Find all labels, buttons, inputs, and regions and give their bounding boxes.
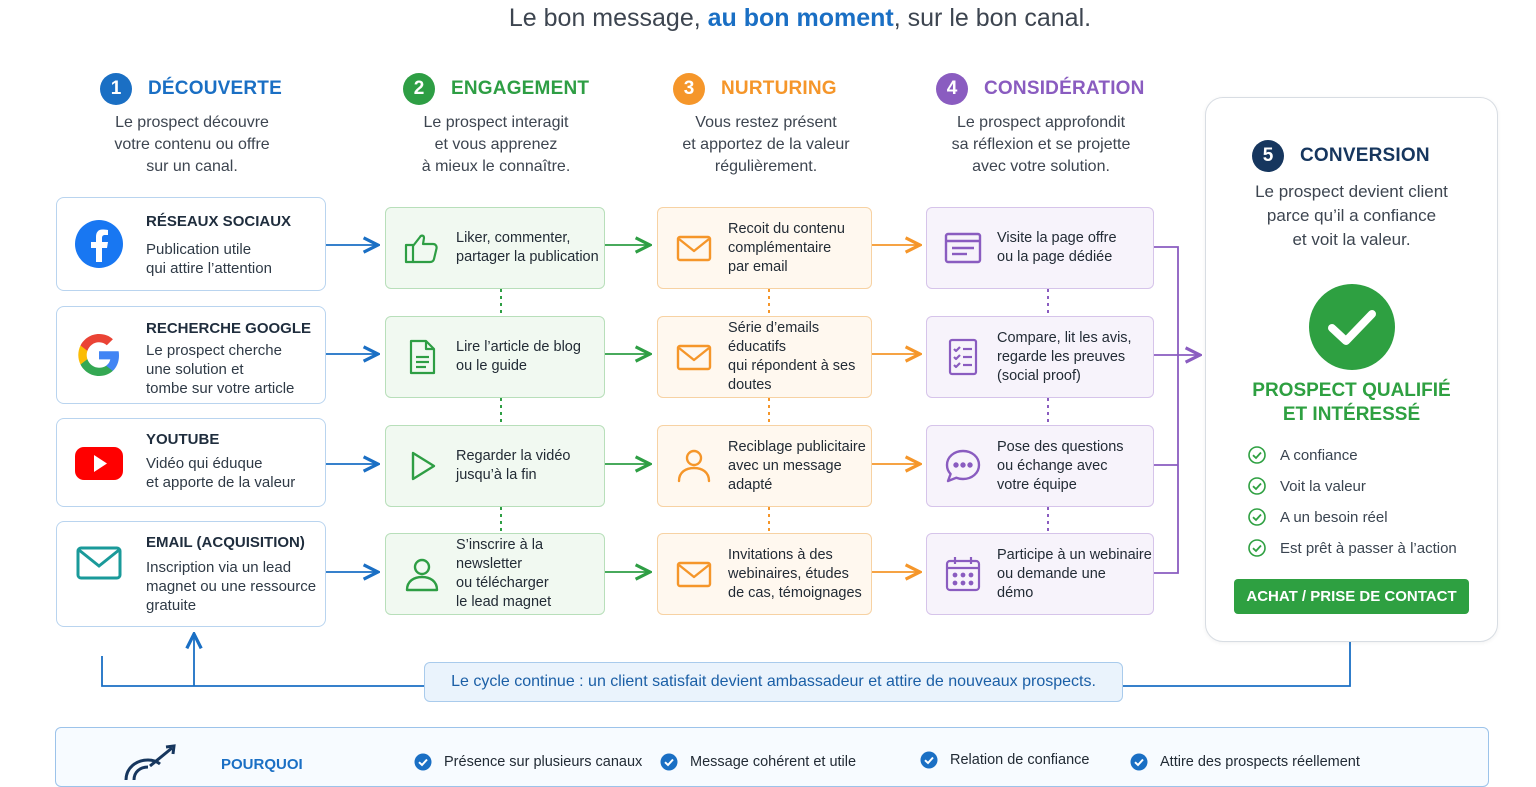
- document-icon: [402, 337, 442, 377]
- check-label: Voit la valeur: [1280, 477, 1366, 495]
- desc-line: Le prospect cherche: [146, 342, 282, 359]
- text-line: avec un message: [728, 457, 842, 474]
- stage-description-2: [379, 112, 613, 178]
- step-text: [728, 220, 845, 277]
- desc-line: tombe sur votre article: [146, 380, 295, 397]
- step-text: [997, 329, 1132, 386]
- step-text: [728, 546, 862, 603]
- why-item: [1130, 753, 1360, 771]
- engagement-step-3: [385, 425, 605, 507]
- desc-line: sa réflexion et se projette: [951, 136, 1131, 153]
- text-line: Participe à un webinaire: [997, 546, 1152, 563]
- source-title: RÉSEAUX SOCIAUX: [146, 213, 292, 230]
- why-heading: POURQUOI: [221, 756, 303, 773]
- step-text: [456, 536, 604, 612]
- nurturing-step-2: [657, 316, 872, 398]
- consideration-step-3: [926, 425, 1154, 507]
- text-line: qui répondent à ses: [728, 358, 856, 374]
- step-text: [456, 338, 581, 376]
- purchase-contact-button[interactable]: ACHAT / PRISE DE CONTACT: [1234, 579, 1469, 614]
- source-card-google: [56, 306, 326, 404]
- desc-line: et voit la valeur.: [1292, 230, 1411, 249]
- desc-line: parce qu’il a confiance: [1266, 206, 1437, 225]
- source-card-youtube: [56, 418, 326, 507]
- thumbs-up-icon: [402, 228, 442, 268]
- conversion-header: [1252, 140, 1430, 172]
- desc-line: régulièrement.: [714, 158, 818, 175]
- engagement-step-4: [385, 533, 605, 615]
- engagement-step-2: [385, 316, 605, 398]
- qualification-checklist: [1248, 445, 1457, 558]
- stage-title: ENGAGEMENT: [451, 78, 590, 99]
- chat-icon: [943, 446, 983, 486]
- step-text: [997, 229, 1117, 267]
- check-circle-icon: [1248, 539, 1266, 557]
- text-line: ou échange avec: [997, 457, 1108, 474]
- check-label: A un besoin réel: [1280, 508, 1388, 526]
- step-text: [456, 447, 570, 485]
- cycle-banner: Le cycle continue : un client satisfait devient ambassadeur et attire de nouveaux prospects.: [424, 662, 1123, 702]
- stage-header-2: [403, 72, 603, 106]
- desc-line: et apporte de la valeur: [146, 474, 296, 491]
- headline-part-2: , sur le bon canal.: [893, 4, 1092, 32]
- check-item: [1248, 507, 1457, 527]
- conversion-title: CONVERSION: [1300, 145, 1430, 166]
- facebook-icon: [73, 218, 125, 270]
- youtube-icon: [73, 437, 125, 489]
- desc-line: Inscription via un lead: [146, 559, 292, 576]
- step-text: [728, 319, 871, 395]
- text-line: Pose des questions: [997, 438, 1124, 455]
- stage-number-badge: 1: [100, 73, 132, 105]
- text-line: webinaires, études: [728, 565, 849, 582]
- nurturing-step-3: [657, 425, 872, 507]
- source-description: [146, 240, 272, 278]
- text-line: Reciblage publicitaire: [728, 438, 866, 455]
- text-line: votre équipe: [997, 476, 1077, 493]
- qualified-line: PROSPECT QUALIFIÉ: [1252, 380, 1451, 401]
- text-line: jusqu’à la fin: [456, 467, 537, 483]
- stage-title: DÉCOUVERTE: [148, 78, 282, 99]
- desc-line: Vidéo qui éduque: [146, 455, 263, 472]
- stage-description-1: [75, 112, 309, 178]
- web-page-icon: [943, 228, 983, 268]
- text-line: par email: [728, 258, 788, 275]
- stage-description-3: [649, 112, 883, 178]
- person-icon: [674, 446, 714, 486]
- text-line: complémentaire: [728, 239, 832, 256]
- envelope-icon: [674, 337, 714, 377]
- text-line: le lead magnet: [456, 594, 552, 610]
- source-description: [146, 454, 295, 492]
- check-label: A confiance: [1280, 446, 1358, 464]
- desc-line: Le prospect approfondit: [956, 114, 1126, 131]
- consideration-bracket: [1154, 247, 1178, 573]
- check-item: [1248, 538, 1457, 558]
- check-label: Est prêt à passer à l’action: [1280, 539, 1457, 557]
- play-icon: [402, 446, 442, 486]
- desc-line: et vous apprenez: [434, 136, 558, 153]
- text-line: de cas, témoignages: [728, 584, 862, 601]
- envelope-icon: [674, 554, 714, 594]
- text-line: ou télécharger: [456, 575, 549, 591]
- why-item-label: Présence sur plusieurs canaux: [444, 754, 643, 770]
- check-badge-icon: [414, 753, 432, 771]
- why-item-label: Message cohérent et utile: [690, 754, 857, 770]
- source-description: [146, 558, 316, 615]
- stage-header-1: [100, 72, 300, 106]
- check-badge-icon: [920, 751, 938, 769]
- why-item-label: Relation de confiance: [950, 752, 1090, 768]
- source-title: YOUTUBE: [146, 431, 220, 448]
- headline-highlight: au bon moment: [707, 4, 894, 32]
- step-text: [456, 229, 599, 267]
- desc-line: qui attire l’attention: [146, 260, 272, 277]
- desc-line: sur un canal.: [146, 158, 238, 175]
- text-line: Liker, commenter,: [456, 230, 571, 246]
- why-item: [414, 753, 642, 771]
- envelope-icon: [674, 228, 714, 268]
- desc-line: Le prospect interagit: [423, 114, 569, 131]
- desc-line: avec votre solution.: [972, 158, 1110, 175]
- check-badge-icon: [660, 753, 678, 771]
- stage-header-3: [673, 72, 873, 106]
- desc-line: et apportez de la valeur: [682, 136, 850, 153]
- qualified-label: [1206, 379, 1497, 427]
- why-panel: [55, 727, 1489, 787]
- why-item: [920, 751, 1089, 769]
- check-circle-icon: [1248, 446, 1266, 464]
- stage-description-4: [918, 112, 1164, 178]
- desc-line: votre contenu ou offre: [114, 136, 270, 153]
- source-title: RECHERCHE GOOGLE: [146, 320, 312, 337]
- source-title: EMAIL (ACQUISITION): [146, 534, 305, 551]
- text-line: Série d’emails éducatifs: [728, 320, 820, 355]
- why-item-label: Attire des prospects réellement: [1160, 754, 1360, 770]
- step-text: [728, 438, 866, 495]
- text-line: (social proof): [997, 367, 1081, 384]
- user-icon: [402, 554, 442, 594]
- text-line: Lire l’article de blog: [456, 339, 581, 355]
- nurturing-step-4: [657, 533, 872, 615]
- desc-line: une solution et: [146, 361, 244, 378]
- desc-line: Le prospect devient client: [1255, 182, 1448, 201]
- target-icon: [120, 744, 180, 784]
- text-line: adapté: [728, 476, 773, 493]
- source-card-email: [56, 521, 326, 627]
- text-line: ou demande une: [997, 565, 1106, 582]
- check-badge-icon: [1130, 753, 1148, 771]
- step-text: [997, 546, 1152, 603]
- stage-title: NURTURING: [721, 78, 837, 99]
- text-line: ou la page dédiée: [997, 249, 1113, 265]
- why-item: [660, 753, 856, 771]
- text-line: S’inscrire à la newsletter: [456, 537, 544, 572]
- check-circle-icon: [1248, 508, 1266, 526]
- qualified-line: ET INTÉRESSÉ: [1282, 404, 1421, 425]
- stage-number-badge: 3: [673, 73, 705, 105]
- conversion-description: [1206, 180, 1497, 252]
- stage-title: CONSIDÉRATION: [984, 78, 1145, 99]
- mail-icon: [73, 536, 125, 588]
- text-line: partager la publication: [456, 249, 599, 265]
- headline-part-1: Le bon message,: [508, 4, 708, 32]
- consideration-step-2: [926, 316, 1154, 398]
- desc-line: Le prospect découvre: [115, 114, 269, 131]
- check-item: [1248, 476, 1457, 496]
- step-text: [997, 438, 1124, 495]
- engagement-step-1: [385, 207, 605, 289]
- stage-number-badge: 4: [936, 73, 968, 105]
- text-line: démo: [997, 584, 1034, 601]
- checklist-icon: [943, 337, 983, 377]
- text-line: Compare, lit les avis,: [997, 329, 1132, 346]
- stage-number-badge: 5: [1252, 140, 1284, 172]
- text-line: doutes: [728, 377, 772, 393]
- desc-line: gratuite: [146, 597, 197, 614]
- text-line: regarde les preuves: [997, 348, 1126, 365]
- text-line: Regarder la vidéo: [456, 448, 571, 464]
- text-line: Invitations à des: [728, 546, 833, 563]
- consideration-step-4: [926, 533, 1154, 615]
- desc-line: magnet ou une ressource: [146, 578, 317, 595]
- check-item: [1248, 445, 1457, 465]
- stage-header-4: [936, 72, 1166, 106]
- calendar-icon: [943, 554, 983, 594]
- desc-line: Vous restez présent: [695, 114, 837, 131]
- text-line: Recoit du contenu: [728, 220, 845, 237]
- success-check-icon: [1308, 283, 1396, 371]
- check-circle-icon: [1248, 477, 1266, 495]
- google-icon: [73, 329, 125, 381]
- desc-line: à mieux le connaître.: [421, 158, 571, 175]
- conversion-panel: [1205, 97, 1498, 642]
- text-line: ou le guide: [456, 358, 527, 374]
- nurturing-step-1: [657, 207, 872, 289]
- stage-number-badge: 2: [403, 73, 435, 105]
- source-card-social: [56, 197, 326, 291]
- desc-line: Publication utile: [146, 241, 252, 258]
- consideration-step-1: [926, 207, 1154, 289]
- source-description: [146, 341, 294, 398]
- text-line: Visite la page offre: [997, 230, 1117, 246]
